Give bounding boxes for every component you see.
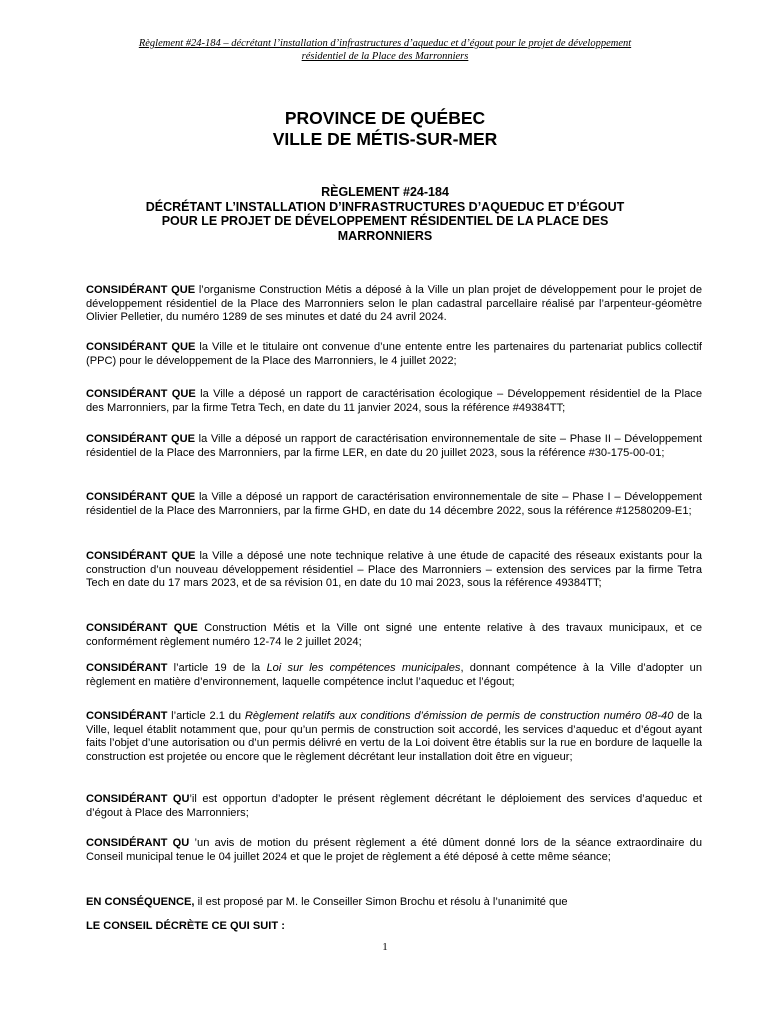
considerant-paragraph-1 — [86, 284, 702, 325]
paragraph-lead: CONSIDÉRANT — [86, 710, 168, 722]
page-number: 1 — [382, 941, 388, 953]
paragraph-lead: CONSIDÉRANT QUE — [86, 622, 198, 634]
paragraph-text: l’organisme Construction Métis a déposé à la Ville un plan projet de développement pour le projet de développement résidentiel de la Place des Marronniers selon le plan cadastral parcellaire réalisé par l’arpenteur-géomètre Olivier Pelletier, du numéro 1289 de ses minutes et daté du 24 avril 2024. — [86, 284, 702, 324]
consequence-paragraph — [86, 896, 702, 910]
paragraph-text: Construction Métis et la Ville ont signé une entente relative à des travaux municipaux, et ce conformément règlement numéro 12-74 le 2 juillet 2024; — [86, 622, 702, 648]
paragraph-lead: CONSIDÉRANT QUE — [86, 284, 196, 296]
law-title: Loi sur les compétences municipales — [266, 662, 461, 674]
paragraph-lead: EN CONSÉQUENCE, — [86, 896, 195, 908]
paragraph-text: la Ville a déposé un rapport de caractérisation environnementale de site – Phase I – Développement résidentiel de la Place des Marronniers, par la firme GHD, en date du 14 décembre 2022, sous la référence #12580209-E1; — [86, 491, 702, 517]
paragraph-lead: CONSIDÉRANT QUE — [86, 341, 196, 353]
considerant-paragraph-7 — [86, 622, 702, 649]
paragraph-lead: CONSIDÉRANT QUE — [86, 550, 196, 562]
paragraph-lead: CONSIDÉRANT QU — [86, 837, 190, 849]
considerant-paragraph-6 — [86, 550, 702, 591]
title-province: PROVINCE DE QUÉBEC — [284, 108, 486, 128]
considerant-paragraph-3 — [86, 388, 702, 415]
paragraph-lead: LE CONSEIL DÉCRÈTE CE QUI SUIT : — [86, 920, 285, 932]
header-line-2: résidentiel de la Place des Marronniers — [301, 51, 469, 62]
subtitle-line-3: POUR LE PROJET DE DÉVELOPPEMENT RÉSIDENTIEL DE LA PLACE DES — [161, 214, 609, 228]
paragraph-lead: CONSIDÉRANT QU — [86, 793, 190, 805]
regulation-title: Règlement relatifs aux conditions d’émission de permis de construction numéro 08-40 — [244, 710, 674, 722]
regulation-subtitle — [90, 185, 680, 243]
paragraph-text: la Ville et le titulaire ont convenue d’une entente entre les partenaires du partenariat publics collectif (PPC) pour le développement de la Place des Marronniers, le 4 juillet 2022; — [86, 341, 702, 367]
paragraph-lead: CONSIDÉRANT QUE — [86, 433, 195, 445]
paragraph-text: , donnant compétence à la Ville d’adopter un règlement en matière d’environnement, laquelle compétence inclut l’aqueduc et l’égout; — [86, 662, 702, 688]
paragraph-text: ’il est opportun d’adopter le présent règlement décrétant le déploiement des services d’aqueduc et d’égout à Place des Marronniers; — [86, 793, 702, 819]
paragraph-text: de la Ville, lequel établit notamment que, pour qu’un permis de construction soit accordé, les services d’aqueduc et d’égout ayant faits l’objet d’une autorisation ou d’un permis délivré en vertu de la Loi doivent être établis sur la rue en bordure de laquelle la construction est projetée ou encore que le règlement décrétant leur installation doit être en vigueur; — [86, 710, 702, 763]
header-line-1: Règlement #24-184 – décrétant l’installation d’infrastructures d’aqueduc et d’égout pour le projet de développement — [138, 38, 632, 49]
paragraph-text: l’article 2.1 du — [167, 710, 245, 722]
considerant-paragraph-5 — [86, 491, 702, 518]
paragraph-text: l’article 19 de la — [167, 662, 267, 674]
document-title — [60, 108, 710, 150]
considerant-paragraph-9 — [86, 710, 702, 764]
paragraph-lead: CONSIDÉRANT QUE — [86, 491, 196, 503]
title-ville: VILLE DE MÉTIS-SUR-MER — [272, 129, 498, 149]
considerant-paragraph-4 — [86, 433, 702, 460]
paragraph-lead: CONSIDÉRANT — [86, 662, 168, 674]
council-decrees-line — [86, 920, 702, 934]
paragraph-text: la Ville a déposé une note technique relative à une étude de capacité des réseaux existants pour la construction d’un nouveau développement résidentiel – Place des Marronniers – extension des services par la firme Tetra Tech en date du 17 mars 2023, et de sa révision 01, en date du 10 mai 2023, sous la référence 49384TT; — [86, 550, 702, 590]
considerant-paragraph-11 — [86, 837, 702, 864]
paragraph-text: la Ville a déposé un rapport de caractérisation écologique – Développement résidentiel de la Place des Marronniers, par la firme Tetra Tech, en date du 11 janvier 2024, sous la référence #49384TT; — [86, 388, 702, 414]
paragraph-text: la Ville a déposé un rapport de caractérisation environnementale de site – Phase II – Développement résidentiel de la Place des Marronniers, par la firme LER, en date du 20 juillet 2023, sous la référence #30-175-00-01; — [86, 433, 702, 459]
subtitle-line-2: DÉCRÉTANT L’INSTALLATION D’INFRASTRUCTURES D’AQUEDUC ET D’ÉGOUT — [145, 199, 625, 214]
considerant-paragraph-8 — [86, 662, 702, 689]
subtitle-line-4: MARRONNIERS — [337, 228, 433, 243]
paragraph-text: ’un avis de motion du présent règlement a été dûment donné lors de la séance extraordinaire du Conseil municipal tenue le 04 juillet 2024 et que le projet de règlement a été déposé à cette même séance; — [86, 837, 702, 863]
subtitle-line-1: RÈGLEMENT #24-184 — [321, 185, 449, 199]
paragraph-text: il est proposé par M. le Conseiller Simon Brochu et résolu à l’unanimité que — [194, 896, 568, 908]
considerant-paragraph-10 — [86, 793, 702, 820]
running-header — [80, 37, 690, 63]
paragraph-lead: CONSIDÉRANT QUE — [86, 388, 196, 400]
considerant-paragraph-2 — [86, 341, 702, 368]
